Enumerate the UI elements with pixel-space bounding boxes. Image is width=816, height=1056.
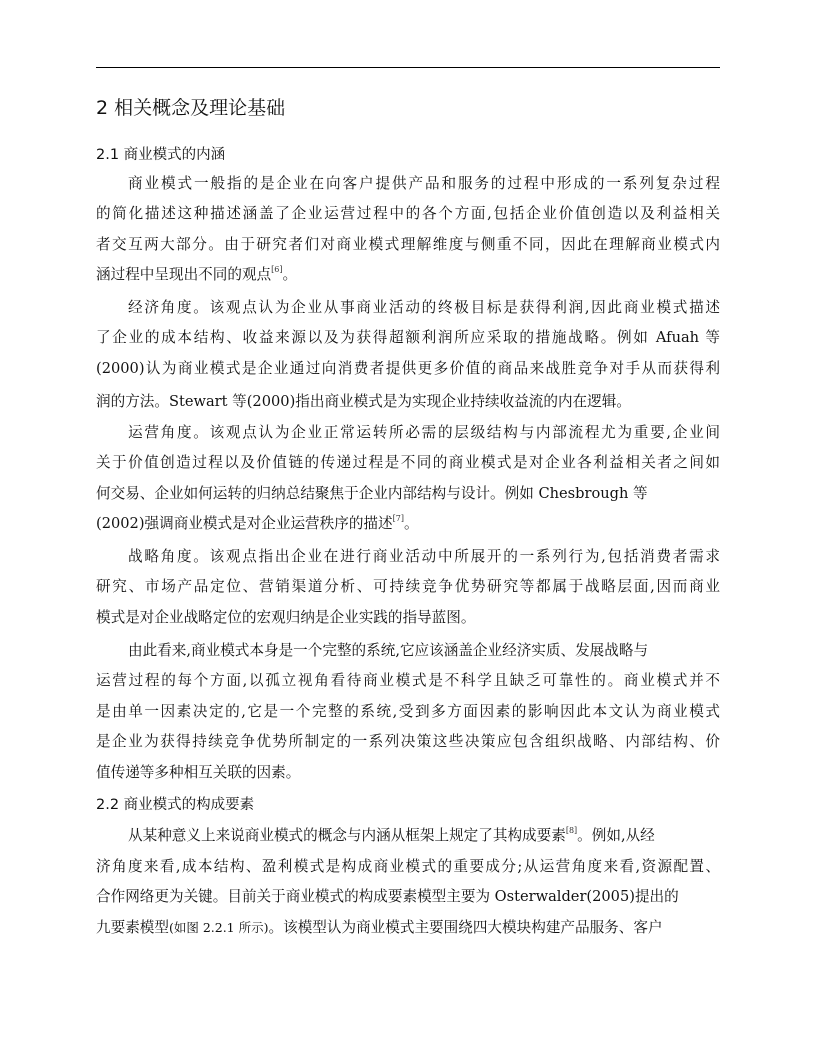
line-text: 从某种意义上来说商业模式的概念与内涵从框架上规定了其构成要素	[128, 827, 566, 844]
citation-7: [7]	[392, 514, 404, 523]
paragraph-line: 运营角度。该观点认为企业正常运转所必需的层级结构与内部流程尤为重要,企业间	[128, 424, 720, 441]
paragraph-line: 关于价值创造过程以及价值链的传递过程是不同的商业模式是对企业各利益相关者之间如	[96, 454, 720, 471]
paragraph-line: 由此看来,商业模式本身是一个完整的系统,它应该涵盖企业经济实质、发展战略与	[128, 642, 649, 659]
paragraph-line: 经济角度。该观点认为企业从事商业活动的终极目标是获得利润,因此商业模式描述	[128, 299, 720, 316]
paragraph-line: 润的方法。Stewart 等(2000)指出商业模式是为实现企业持续收益流的内在逻辑。	[96, 393, 631, 410]
line-text: (2002)强调商业模式是对企业运营秩序的描述	[96, 515, 393, 532]
paragraph-line: 运营过程的每个方面,以孤立视角看待商业模式是不科学且缺乏可靠性的。商业模式并不	[96, 672, 720, 689]
paragraph-line: 合作网络更为关键。目前关于商业模式的构成要素模型主要为 Osterwalder(2005)提出的	[96, 888, 679, 905]
paragraph-line	[96, 918, 720, 938]
paragraph-line: 济角度来看,成本结构、盈利模式是构成商业模式的重要成分;从运营角度来看,资源配置、	[96, 858, 720, 875]
paragraph-line: 了企业的成本结构、收益来源以及为获得超额利润所应采取的措施战略。例如 Afuah 等	[96, 329, 720, 346]
paragraph-line: 是由单一因素决定的,它是一个完整的系统,受到多方面因素的影响因此本文认为商业模式	[96, 703, 720, 720]
paragraph-line: 战略角度。该观点指出企业在进行商业活动中所展开的一系列行为,包括消费者需求	[128, 548, 720, 565]
paragraph-line: 值传递等多种相互关联的因素。	[96, 764, 301, 781]
paragraph-line	[96, 514, 720, 534]
figure-reference: (如图 2.2.1 所示)	[168, 920, 269, 935]
paragraph-line: 的简化描述这种描述涵盖了企业运营过程中的各个方面,包括企业价值创造以及利益相关	[96, 205, 720, 222]
paragraph-line: 者交互两大部分。由于研究者们对商业模式理解维度与侧重不同，因此在理解商业模式内	[96, 236, 720, 253]
line-text: 九要素模型	[96, 919, 169, 936]
paragraph-line: (2000)认为商业模式是企业通过向消费者提供更多价值的商品来战胜竞争对手从而获得利	[96, 360, 720, 377]
paragraph-line	[128, 826, 720, 846]
section-heading-2-2: 2.2 商业模式的构成要素	[96, 797, 255, 813]
line-end: 。	[403, 515, 419, 532]
header-rule	[96, 67, 720, 68]
paragraph-line: 是企业为获得持续竞争优势所制定的一系列决策这些决策应包含组织战略、内部结构、价	[96, 733, 720, 750]
paragraph-line: 何交易、企业如何运转的归纳总结聚焦于企业内部结构与设计。例如 Chesbrough 等	[96, 485, 648, 502]
line-end: 。	[282, 266, 298, 283]
section-heading-2-1: 2.1 商业模式的内涵	[96, 147, 226, 163]
paragraph-line: 商业模式一般指的是企业在向客户提供产品和服务的过程中形成的一系列复杂过程	[128, 175, 720, 192]
paragraph-line	[96, 265, 720, 285]
paragraph-line: 研究、市场产品定位、营销渠道分析、可持续竞争优势研究等都属于战略层面,因而商业	[96, 578, 720, 595]
citation-6: [6]	[271, 265, 283, 274]
line-text: 。该模型认为商业模式主要围绕四大模块构建产品服务、客户	[268, 919, 663, 936]
line-text: 涵过程中呈现出不同的观点	[96, 266, 272, 283]
paragraph-line: 模式是对企业战略定位的宏观归纳是企业实践的指导蓝图。	[96, 609, 476, 626]
citation-8: [8]	[565, 826, 578, 835]
chapter-heading: 2 相关概念及理论基础	[96, 97, 286, 119]
line-end: 。例如,从经	[577, 827, 655, 844]
